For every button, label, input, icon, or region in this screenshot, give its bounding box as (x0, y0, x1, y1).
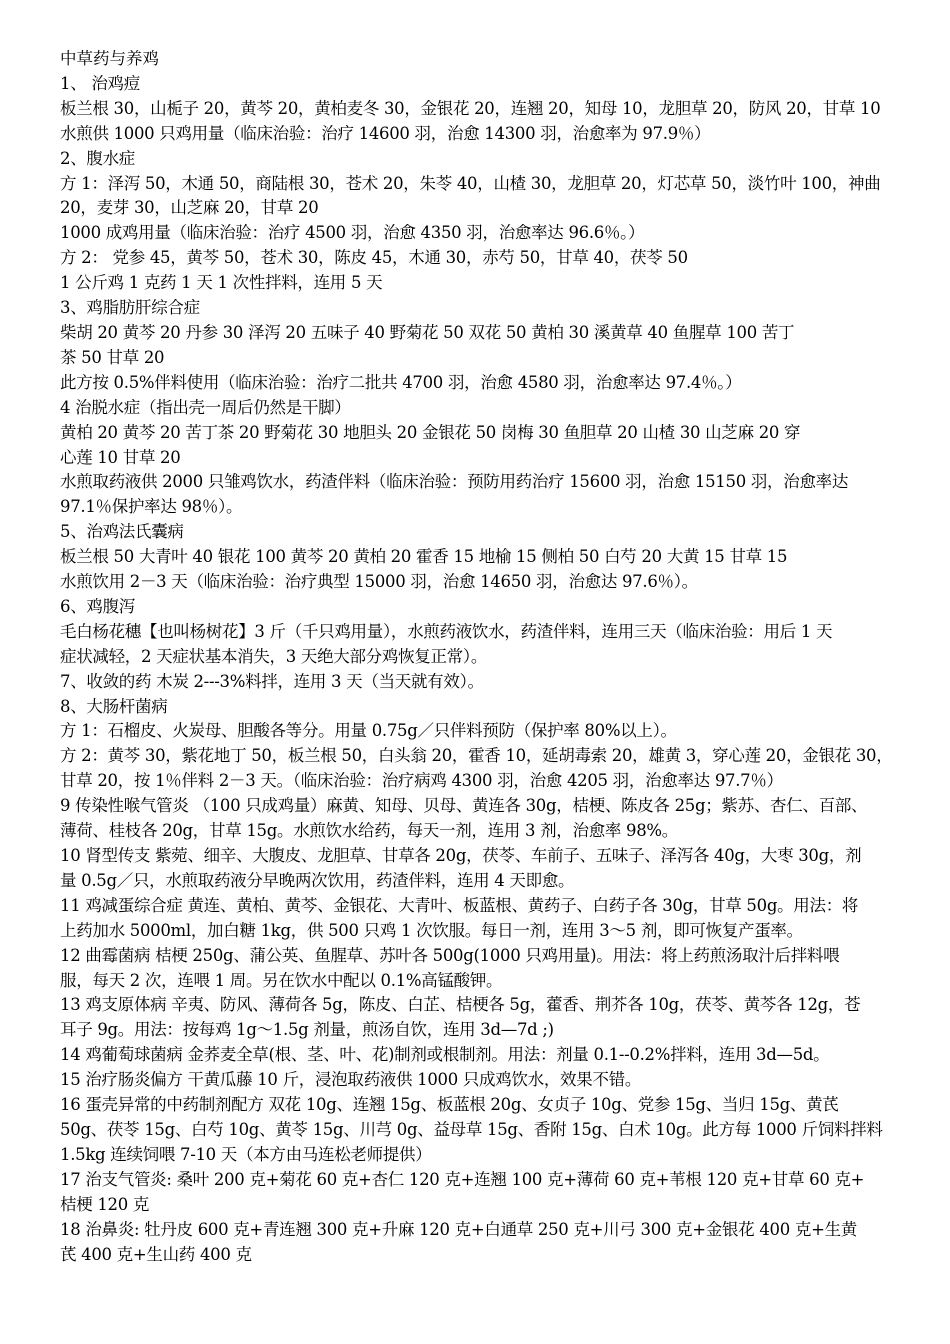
text-line: 3、鸡脂肪肝综合症 (60, 298, 200, 318)
text-line: 板兰根 30，山栀子 20，黄芩 20，黄柏麦冬 30，金银花 20，连翘 20，知母 10，龙胆草 20，防风 20，甘草 10 (60, 98, 881, 118)
text-line: 耳子 9g。用法：按每鸡 1g～1.5g 剂量，煎汤自饮，连用 3d—7d ;) (60, 1020, 554, 1040)
document-body (60, 72, 910, 1268)
text-line: 服，每天 2 次，连喂 1 周。另在饮水中配以 0.1%高锰酸钾。 (60, 970, 503, 990)
text-line: 16 蛋壳异常的中药制剂配方 双花 10g、连翘 15g、板蓝根 20g、女贞子 10g、党参 15g、当归 15g、黄芪 (60, 1095, 839, 1115)
text-line: 毛白杨花穗【也叫杨树花】3 斤（千只鸡用量），水煎药液饮水，药渣伴料，连用三天（临床治验：用后 1 天 (60, 621, 833, 641)
document-title: 中草药与养鸡 (60, 49, 159, 68)
text-line: 5、治鸡法氏囊病 (60, 522, 184, 542)
text-line: 2、腹水症 (60, 148, 135, 168)
text-line: 8、大肠杆菌病 (60, 696, 168, 716)
text-line: 12 曲霉菌病 桔梗 250g、蒲公英、鱼腥草、苏叶各 500g(1000 只鸡用量)。用法：将上药煎汤取汁后拌料喂 (60, 945, 840, 965)
text-line: 10 肾型传支 紫菀、细辛、大腹皮、龙胆草、甘草各 20g，茯苓、车前子、五味子、泽泻各 40g，大枣 30g，剂 (60, 846, 862, 865)
text-line: 方 2： 党参 45，黄芩 50，苍术 30，陈皮 45，木通 30，赤芍 50，甘草 40，茯苓 50 (60, 248, 688, 268)
text-line: 柴胡 20 黄芩 20 丹参 30 泽泻 20 五味子 40 野菊花 50 双花 50 黄柏 30 溪黄草 40 鱼腥草 100 苦丁 (60, 322, 795, 342)
text-line: 1.5kg 连续饲喂 7-10 天（本方由马连松老师提供） (60, 1144, 432, 1164)
text-line: 20，麦芽 30，山芝麻 20，甘草 20 (60, 198, 319, 218)
text-line: 方 2：黄芩 30，紫花地丁 50，板兰根 50，白头翁 20，霍香 10，延胡毒索 20，雄黄 3，穿心莲 20，金银花 30， (60, 746, 893, 766)
text-line: 心莲 10 甘草 20 (60, 447, 181, 467)
text-line: 水煎供 1000 只鸡用量（临床治验：治疗 14600 羽，治愈 14300 羽，治愈率为 97.9％） (60, 123, 711, 143)
text-line: 7、收敛的药 木炭 2---3%料拌，连用 3 天（当天就有效）。 (60, 671, 484, 691)
text-line: 1、 治鸡痘 (60, 73, 140, 93)
text-line: 量 0.5g／只，水煎取药液分早晚两次饮用，药渣伴料，连用 4 天即愈。 (60, 870, 575, 890)
text-line: 1000 成鸡用量（临床治验：治疗 4500 羽，治愈 4350 羽，治愈率达 96.6％。） (60, 223, 645, 243)
text-line: 水煎饮用 2－3 天（临床治验：治疗典型 15000 羽，治愈 14650 羽，治愈达 97.6％）。 (60, 572, 698, 592)
text-line: 此方按 0.5%伴料使用（临床治验：治疗二批共 4700 羽，治愈 4580 羽，治愈率达 97.4％。） (60, 372, 742, 392)
text-line: 50g、茯苓 15g、白芍 10g、黄苓 15g、川芎 0g、益母草 15g、香附 15g、白术 10g。此方每 1000 斤饲料拌料 (60, 1119, 883, 1139)
text-line: 薄荷、桂枝各 20g，甘草 15g。水煎饮水给药，每天一剂，连用 3 剂，治愈率 98%。 (60, 821, 679, 841)
text-line: 症状减轻，2 天症状基本消失，3 天绝大部分鸡恢复正常）。 (60, 646, 488, 666)
text-line: 17 治支气管炎: 桑叶 200 克+菊花 60 克+杏仁 120 克+连翘 100 克+薄荷 60 克+苇根 120 克+甘草 60 克+ (60, 1169, 865, 1189)
text-line: 方 1：泽泻 50，木通 50，商陆根 30，苍术 20，朱苓 40，山楂 30，龙胆草 20，灯芯草 50，淡竹叶 100，神曲 (60, 173, 881, 193)
text-line: 18 治鼻炎: 牡丹皮 600 克+青连翘 300 克+升麻 120 克+白通草 250 克+川弓 300 克+金银花 400 克+生黄 (60, 1219, 857, 1239)
text-line: 9 传染性喉气管炎 （100 只成鸡量）麻黄、知母、贝母、黄连各 30g，桔梗、陈皮各 25g；紫苏、杏仁、百部、 (60, 796, 868, 816)
text-line: 水煎取药液供 2000 只雏鸡饮水，药渣伴料（临床治验：预防用药治疗 15600 羽，治愈 15150 羽，治愈率达 (60, 472, 849, 492)
text-line: 甘草 20，按 1％伴料 2－3 天。（临床治验：治疗病鸡 4300 羽，治愈 4205 羽，治愈率达 97.7％） (60, 771, 783, 791)
text-line: 方 1：石榴皮、火炭母、胆酸各等分。用量 0.75g／只伴料预防（保护率 80%以上）。 (60, 721, 677, 741)
text-line: 黄柏 20 黄芩 20 苦丁茶 20 野菊花 30 地胆头 20 金银花 50 岗梅 30 鱼胆草 20 山楂 30 山芝麻 20 穿 (60, 422, 801, 442)
text-line: 13 鸡支原体病 辛夷、防风、薄荷各 5g，陈皮、白芷、桔梗各 5g，藿香、荆芥各 10g，茯苓、黄芩各 12g，苍 (60, 995, 861, 1015)
text-line: 11 鸡减蛋综合症 黄连、黄柏、黄芩、金银花、大青叶、板蓝根、黄药子、白药子各 30g，甘草 50g。用法：将 (60, 895, 859, 915)
text-line: 芪 400 克+生山药 400 克 (60, 1244, 252, 1264)
text-line: 1 公斤鸡 1 克药 1 天 1 次性拌料，连用 5 天 (60, 273, 383, 293)
text-line: 14 鸡葡萄球菌病 金荞麦全草(根、茎、叶、花)制剂或根制剂。用法：剂量 0.1--0.2%拌料，连用 3d—5d。 (60, 1045, 830, 1065)
text-line: 6、鸡腹泻 (60, 596, 135, 616)
text-line: 97.1％保护率达 98％）。 (60, 497, 243, 517)
text-line: 15 治疗肠炎偏方 干黄瓜藤 10 斤，浸泡取药液供 1000 只成鸡饮水，效果不错。 (60, 1070, 642, 1090)
text-line: 茶 50 甘草 20 (60, 347, 165, 367)
text-line: 4 治脱水症（指出壳一周后仍然是干脚） (60, 397, 351, 417)
text-line: 上药加水 5000ml，加白糖 1kg，供 500 只鸡 1 次饮服。每日一剂，连用 3～5 剂，即可恢复产蛋率。 (60, 920, 803, 940)
text-line: 桔梗 120 克 (60, 1194, 150, 1214)
text-line: 板兰根 50 大青叶 40 银花 100 黄芩 20 黄柏 20 霍香 15 地榆 15 侧柏 50 白芍 20 大黄 15 甘草 15 (60, 547, 788, 567)
